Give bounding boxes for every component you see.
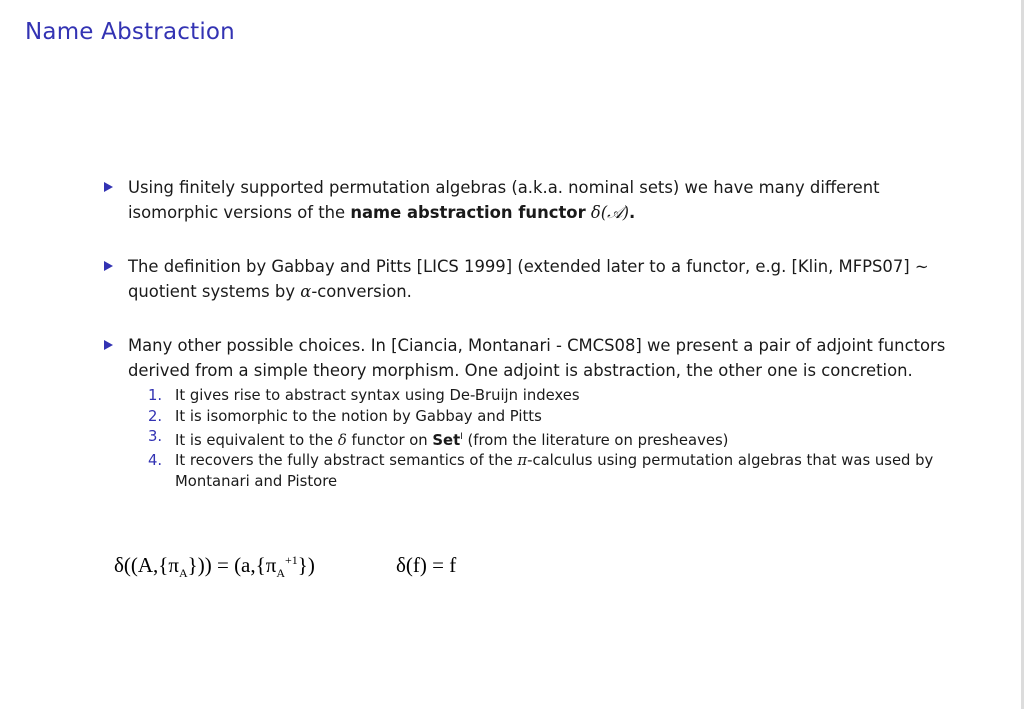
bullet-triangle-icon — [104, 261, 113, 271]
enum-text-b: -calculus using permutation algebras that was used by Montanari and Pistore — [175, 452, 934, 490]
slide-title: Name Abstraction — [25, 19, 235, 45]
pi-symbol: π — [517, 452, 528, 470]
bullet-item-1 — [104, 175, 949, 225]
bullet-list — [104, 175, 949, 492]
enum-item-2 — [148, 407, 949, 428]
bullet-text-a: The definition by Gabbay and Pitts [LICS 1999] (extended later to a functor, e.g. [Klin, MFPS07] — [128, 257, 915, 276]
sim-symbol: ∼ — [914, 257, 929, 276]
bullet-tail: . — [629, 203, 636, 222]
enum-text-a: It is equivalent to the — [175, 431, 338, 449]
formula-2: δ(f) = f — [396, 553, 457, 577]
enum-number: 3. — [148, 428, 163, 445]
enum-text-a: It recovers the fully abstract semantics of the — [175, 452, 518, 470]
formula-line — [114, 553, 457, 581]
delta-symbol: δ — [337, 431, 347, 449]
enum-text: It gives rise to abstract syntax using De-Bruijn indexes — [175, 387, 580, 404]
enum-number: 2. — [148, 407, 163, 425]
formula-1-part: })) = (a,{π — [187, 553, 277, 577]
formula-1-sub: A — [276, 566, 285, 581]
bullet-math: δ(𝒜) — [590, 203, 630, 222]
formula-1-sup: +1 — [284, 553, 298, 567]
formula-1-part: δ((A,{π — [114, 553, 179, 577]
bullet-item-2 — [104, 254, 949, 304]
enum-number: 4. — [148, 452, 163, 470]
enum-item-3 — [148, 427, 949, 451]
bullet-text: Using finitely supported permutation algebras (a.k.a. nominal sets) we have many different isomorphic versions of the — [128, 178, 880, 222]
formula-1-sub: A — [178, 566, 188, 581]
alpha-symbol: α — [300, 282, 312, 301]
enumerated-list — [148, 386, 949, 492]
enum-text-b: functor on — [346, 431, 433, 449]
bullet-text-b: quotient systems by — [128, 282, 301, 301]
bullet-bold: name abstraction functor — [350, 203, 586, 222]
set-bold: Set — [432, 431, 461, 449]
bullet-text: Many other possible choices. In [Ciancia, Montanari - CMCS08] we present a pair of adjoint functors derived from a simple theory morphism. One adjoint is abstraction, the other one is concretion. — [128, 336, 946, 380]
enum-text-c: (from the literature on presheaves) — [462, 431, 729, 449]
bullet-triangle-icon — [104, 182, 113, 192]
enum-item-4 — [148, 451, 949, 492]
formula-1-part: }) — [297, 553, 315, 577]
bullet-item-3 — [104, 333, 949, 492]
set-superscript: I — [460, 432, 463, 442]
bullet-text-c: -conversion. — [311, 282, 412, 301]
enum-number: 1. — [148, 387, 163, 404]
enum-text: It is isomorphic to the notion by Gabbay and Pitts — [175, 407, 542, 425]
formula-1 — [114, 553, 315, 581]
bullet-triangle-icon — [104, 340, 113, 350]
enum-item-1 — [148, 386, 949, 407]
